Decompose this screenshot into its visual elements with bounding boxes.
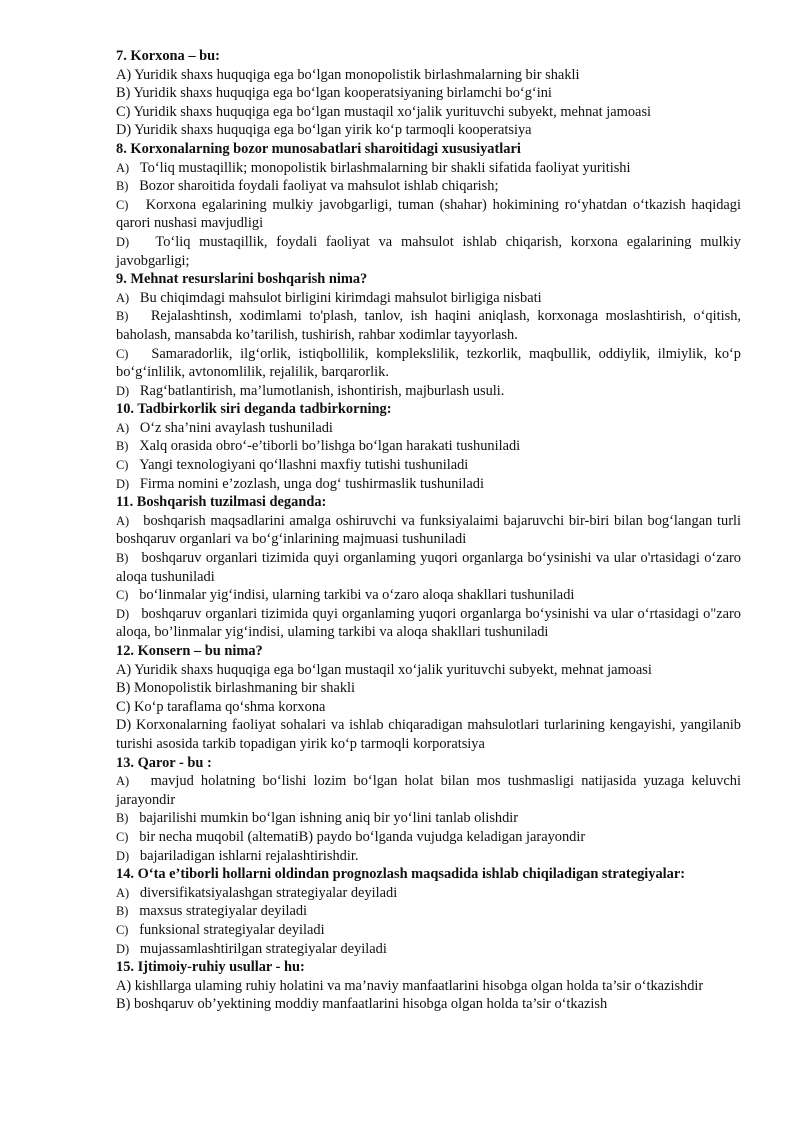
- option-text: Yuridik shaxs huquqiga ega bo‘lgan mustaqil xo‘jalik yurituvchi subyekt, mehnat jamoasi: [134, 661, 652, 678]
- option-letter: D): [116, 234, 130, 249]
- question-title: 10. Tadbirkorlik siri deganda tadbirkorning:: [116, 401, 392, 418]
- question-title: 7. Korxona – bu:: [116, 48, 220, 64]
- question-title: 11. Boshqarish tuzilmasi deganda:: [116, 494, 327, 511]
- answer-option: [116, 605, 741, 642]
- option-text: Korxonalarning faoliyat sohalari va ishlab chiqaradigan mahsulotlari turlarining kengayishi, yangilanib turishi asosida tarkib topadigan yirik ko‘p tarmoqli korporatsiya: [116, 717, 741, 752]
- answer-option: [116, 884, 741, 903]
- option-text: kishllarga ulaming ruhiy holatini va ma’naviy manfaatlarini hisobga olgan holda ta’sir o‘tkazishdir: [134, 977, 704, 994]
- answer-option: [116, 512, 741, 549]
- option-text: Yuridik shaxs huquqiga ega bo‘lgan monopolistik birlashmalarning bir shakli: [134, 66, 580, 83]
- question-block: [116, 270, 741, 400]
- option-text: Bozor sharoitida foydali faoliyat va mahsulot ishlab chiqarish;: [139, 178, 499, 195]
- option-letter: D): [116, 606, 130, 621]
- option-letter: A): [116, 977, 132, 994]
- option-text: funksional strategiyalar deyiladi: [139, 921, 325, 938]
- answer-option: [116, 847, 741, 866]
- option-text: bir necha muqobil (altematiB) paydo bo‘lganda vujudga keladigan jarayondir: [139, 828, 586, 845]
- option-text: maxsus strategiyalar deyiladi: [139, 903, 308, 920]
- option-text: bajariladigan ishlarni rejalashtirishdir.: [139, 847, 359, 864]
- answer-option: [116, 289, 741, 308]
- option-text: Yangi texnologiyani qo‘llashni maxfiy tutishi tushuniladi: [139, 457, 469, 474]
- answer-option: [116, 475, 741, 494]
- option-text: To‘liq mustaqillik; monopolistik birlashmalarning bir shakli sifatida faoliyat yuritishi: [139, 159, 631, 176]
- option-text: Rejalashtinsh, xodimlami to'plash, tanlov, ish haqini aniqlash, korxonaga moslashtirish, o‘qitish, baholash, mansabda ko’tarilish, tushirish, rahbar xodimlar tayyorlash.: [116, 308, 741, 343]
- option-letter: B): [116, 680, 131, 697]
- answer-option: [116, 345, 741, 382]
- option-letter: C): [116, 588, 129, 603]
- option-text: Ko‘p taraflama qo‘shma korxona: [134, 698, 326, 715]
- option-letter: A): [116, 160, 130, 175]
- question-block: [116, 400, 741, 493]
- option-letter: A): [116, 513, 130, 528]
- option-letter: C): [116, 346, 129, 361]
- question-title: 13. Qaror - bu :: [116, 754, 212, 771]
- answer-option: [116, 940, 741, 959]
- option-letter: D): [116, 717, 132, 734]
- answer-option: [116, 698, 741, 717]
- answer-option: [116, 716, 741, 753]
- option-text: To‘liq mustaqillik, foydali faoliyat va mahsulot ishlab chiqarish, korxona egalarining mulkiy javobgarligi;: [116, 233, 741, 269]
- answer-option: [116, 382, 741, 401]
- document-page: [116, 47, 741, 1014]
- option-letter: A): [116, 774, 130, 789]
- option-letter: C): [116, 197, 129, 212]
- option-letter: C): [116, 698, 131, 715]
- option-letter: B): [116, 551, 129, 566]
- answer-option: [116, 549, 741, 586]
- answer-option: [116, 828, 741, 847]
- option-text: Firma nomini e’zozlash, unga dog‘ tushirmaslik tushuniladi: [139, 475, 484, 492]
- option-letter: B): [116, 904, 129, 919]
- question-title: 15. Ijtimoiy-ruhiy usullar - hu:: [116, 959, 305, 976]
- answer-option: [116, 419, 741, 438]
- question-block: [116, 754, 741, 866]
- question-block: [116, 493, 741, 642]
- option-text: Bu chiqimdagi mahsulot birligini kirimdagi mahsulot birligiga nisbati: [139, 289, 542, 306]
- question-block: [116, 642, 741, 754]
- question-block: [116, 958, 741, 1014]
- option-letter: D): [116, 383, 130, 398]
- option-text: boshqaruv ob’yektining moddiy manfaatlarini hisobga olgan holda ta’sir o‘tkazish: [134, 996, 608, 1013]
- answer-option: [116, 196, 741, 233]
- answer-option: [116, 177, 741, 196]
- answer-option: [116, 103, 741, 122]
- answer-option: [116, 586, 741, 605]
- answer-option: [116, 977, 741, 996]
- option-text: boshqaruv organlari tizimida quyi organlaming yuqori organlarga bo‘ysinishi va ular o'rtasidagi o‘zaro aloqa tushuniladi: [116, 550, 741, 585]
- option-text: Monopolistik birlashmaning bir shakli: [134, 680, 356, 697]
- option-text: Yuridik shaxs huquqiga ega bo‘lgan mustaqil xo‘jalik yurituvchi subyekt, mehnat jamoasi: [133, 103, 652, 120]
- option-text: Yuridik shaxs huquqiga ega bo‘lgan yirik ko‘p tarmoqli kooperatsiya: [134, 122, 532, 139]
- answer-option: [116, 995, 741, 1014]
- option-letter: A): [116, 661, 132, 678]
- option-letter: A): [116, 420, 130, 435]
- option-text: Korxona egalarining mulkiy javobgarligi, tuman (shahar) hokimining ro‘yhatdan o‘tkazish haqidagi qarori nushasi mavjudligi: [116, 196, 741, 232]
- answer-option: [116, 679, 741, 698]
- option-letter: B): [116, 309, 129, 324]
- question-block: [116, 865, 741, 958]
- option-letter: B): [116, 439, 129, 454]
- option-text: O‘z sha’nini avaylash tushuniladi: [139, 419, 333, 436]
- option-letter: C): [116, 458, 129, 473]
- option-letter: C): [116, 922, 129, 937]
- option-letter: C): [116, 829, 129, 844]
- option-text: bo‘linmalar yig‘indisi, ularning tarkibi va o‘zaro aloqa shakllari tushuniladi: [139, 587, 575, 604]
- option-text: mujassamlashtirilgan strategiyalar deyiladi: [139, 940, 387, 957]
- option-letter: D): [116, 122, 132, 139]
- answer-option: [116, 772, 741, 809]
- option-letter: C): [116, 103, 131, 120]
- option-letter: B): [116, 179, 129, 194]
- question-title: 8. Korxonalarning bozor munosabatlari sharoitidagi xususiyatlari: [116, 140, 521, 157]
- option-letter: D): [116, 848, 130, 863]
- answer-option: [116, 456, 741, 475]
- question-title: 14. O‘ta e’tiborli hollarni oldindan prognozlash maqsadida ishlab chiqiladigan strategiyalar:: [116, 866, 686, 883]
- option-letter: D): [116, 941, 130, 956]
- option-letter: B): [116, 996, 131, 1013]
- question-block: [116, 140, 741, 270]
- answer-option: [116, 66, 741, 85]
- answer-option: [116, 437, 741, 456]
- answer-option: [116, 233, 741, 270]
- option-text: Yuridik shaxs huquqiga ega bo‘lgan kooperatsiyaning birlamchi bo‘g‘ini: [133, 85, 552, 102]
- option-text: boshqaruv organlari tizimida quyi organlaming yuqori organlarga bo‘ysinishi va ular o‘rtasidagi o"zaro aloqa, bo’linmalar yig‘indisi, ulaming tarkibi va aloqa shakllari tushuniladi: [116, 605, 741, 641]
- option-text: Xalq orasida obro‘-e’tiborli bo’lishga bo‘lgan harakati tushuniladi: [139, 438, 521, 455]
- question-title: 9. Mehnat resurslarini boshqarish nima?: [116, 271, 368, 288]
- option-text: mavjud holatning bo‘lishi lozim bo‘lgan holat bilan mos tushmasligi natijasida yuzaga keluvchi jarayondir: [116, 773, 741, 808]
- answer-option: [116, 902, 741, 921]
- option-letter: B): [116, 85, 131, 102]
- answer-option: [116, 84, 741, 103]
- option-text: diversifikatsiyalashgan strategiyalar deyiladi: [139, 884, 398, 901]
- option-letter: A): [116, 290, 130, 305]
- answer-option: [116, 121, 741, 140]
- answer-option: [116, 307, 741, 344]
- answer-option: [116, 159, 741, 178]
- answer-option: [116, 661, 741, 680]
- option-letter: D): [116, 476, 130, 491]
- answer-option: [116, 809, 741, 828]
- option-text: Samaradorlik, ilg‘orlik, istiqbollilik, komplekslilik, tezkorlik, maqbullik, oddiylik, ilmiylik, ko‘p bo‘g‘inlilik, avtonomlilik, rejalilik, barqarorlik.: [116, 345, 741, 381]
- option-letter: B): [116, 811, 129, 826]
- answer-option: [116, 921, 741, 940]
- option-letter: A): [116, 885, 130, 900]
- option-text: bajarilishi mumkin bo‘lgan ishning aniq bir yo‘lini tanlab olishdir: [139, 810, 519, 827]
- option-text: boshqarish maqsadlarini amalga oshiruvchi va funksiyalaimi bajaruvchi bir-biri bilan bog‘langan turli boshqaruv organlari va bo‘g‘inlarining majmuasi tushuniladi: [116, 512, 741, 548]
- question-title: 12. Konsern – bu nima?: [116, 643, 263, 659]
- option-text: Rag‘batlantirish, ma’lumotlanish, ishontirish, majburlash usuli.: [139, 382, 505, 399]
- question-block: [116, 47, 741, 140]
- option-letter: A): [116, 66, 132, 83]
